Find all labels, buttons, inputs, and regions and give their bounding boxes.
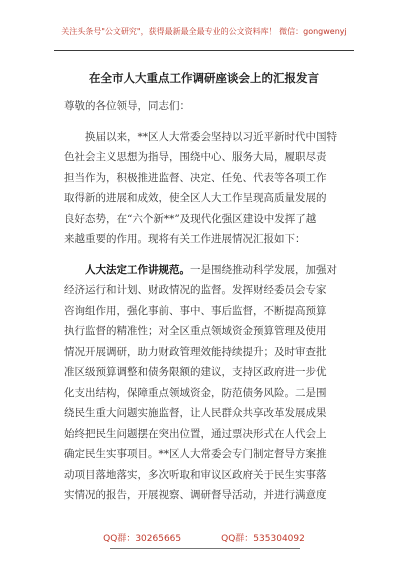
- paragraph-line: 担当作为，积极推进监督、决定、任免、代表等各项工作: [64, 171, 327, 184]
- paragraph-line: 实情况的报告，开展视察、调研督导活动，并进行满意度: [64, 489, 327, 501]
- paragraph-line: 绕民生重大问题实施监督，让人民群众共享改革发展成果: [64, 407, 327, 419]
- paragraph-line: 情况开展调研，助力财政管理效能持续提升；及时审查批: [64, 345, 327, 358]
- paragraph-1: [64, 127, 350, 250]
- paragraph-line: 来越重要的作用。现将有关工作进展情况汇报如下：: [64, 233, 306, 245]
- footer-divider: [110, 548, 300, 549]
- footer-qq-group-1: QQ群：30265665: [103, 534, 182, 544]
- paragraph-line: 取得新的进展和成效，使全区人大工作呈现高质量发展的: [64, 192, 327, 204]
- salutation: 尊敬的各位领导，同志们：: [64, 100, 190, 112]
- section-heading: 人大法定工作讲规范。: [85, 263, 190, 276]
- paragraph-line: 换届以来，**区人大常委会坚持以习近平新时代中国特: [85, 130, 337, 143]
- footer-qq-group-2: QQ群：535304092: [221, 534, 305, 544]
- paragraph-line: 色社会主义思想为指导，围绕中心、服务大局，履职尽责: [64, 151, 327, 163]
- paragraph-line: 化支出结构，保障重点领域资金，防范债务风险。二是围: [64, 386, 327, 399]
- document-title: 在全市人大重点工作调研座谈会上的汇报发言: [89, 71, 319, 85]
- paragraph-line: 良好态势，在“六个新**”及现代化强区建设中发挥了越: [64, 212, 317, 225]
- paragraph-line: 始终把民生问题摆在突出位置，通过票决形式在人代会上: [64, 427, 327, 440]
- paragraph-2: [64, 260, 350, 506]
- document-body: [64, 96, 350, 506]
- paragraph-line: 准区级预算调整和债务限额的建议，支持区政府进一步优: [64, 366, 327, 378]
- header-divider: [54, 50, 354, 51]
- footer-contact: [0, 531, 408, 544]
- paragraph-line: 一是围绕推动科学发展，加强对: [190, 263, 337, 276]
- paragraph-line: 经济运行和计划、财政情况的监督。发挥财经委员会专家: [64, 284, 327, 296]
- header-notice: 关注头条号"公文研究"，获得最新最全最专业的公文资料库！ 微信：gongwenyj: [61, 27, 347, 36]
- paragraph-line: 动项目落地落实，多次听取和审议区政府关于民生实事落: [64, 468, 327, 481]
- paragraph-line: 执行监督的精准性；对全区重点领域资金预算管理及使用: [64, 325, 327, 337]
- paragraph-line: 确定民生实事项目。**区人大常委会专门制定督导方案推: [64, 448, 327, 460]
- paragraph-line: 咨询组作用，强化事前、事中、事后监督，不断提高预算: [64, 304, 327, 317]
